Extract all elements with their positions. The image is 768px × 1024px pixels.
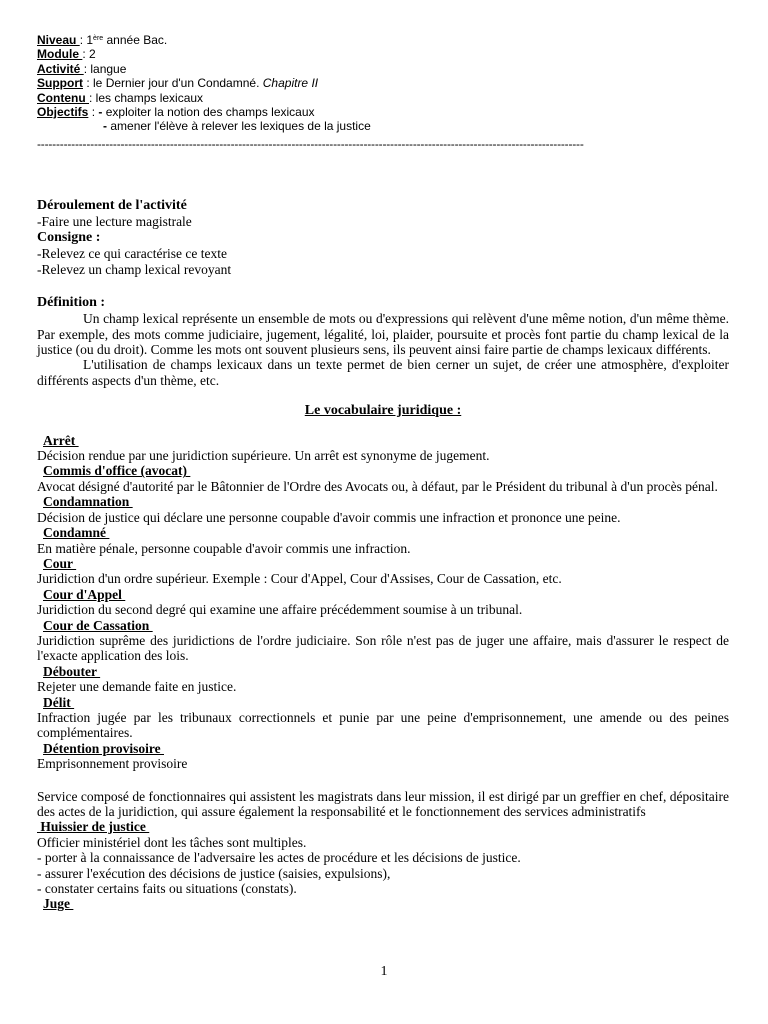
niveau-label: Niveau — [37, 33, 80, 47]
separator-line: ------------------------------------------------------------------------------------------------------------------------------------------------ — [37, 137, 584, 151]
page-number: 1 — [380, 964, 388, 979]
definition-title: Définition : — [37, 295, 106, 311]
lesson-body — [37, 197, 729, 912]
niveau-sup: ère — [93, 35, 104, 42]
glossary-definition: Juridiction du second degré qui examine une affaire précédemment soumise à un tribunal. — [37, 602, 523, 618]
support-chapter: Chapitre II — [262, 76, 319, 91]
glossary-term: Commis d'office (avocat) — [43, 463, 191, 479]
huissier-item: - porter à la connaissance de l'adversaire les actes de procédure et les décisions de justice. — [37, 850, 521, 866]
support-label: Support — [37, 76, 83, 91]
consigne-item-2: -Relevez un champ lexical revoyant — [37, 261, 232, 277]
glossary-term: Cour d'Appel — [43, 586, 126, 602]
glossary-list — [37, 433, 729, 772]
niveau-num: 1 — [86, 33, 94, 47]
definition-paragraph-1: Un champ lexical représente un ensemble de mots ou d'expressions qui relèvent d'une même notion, d'un même thème. Par exemple, des mots comme judiciaire, jugement, légalité, loi, plaider, poursuite et procès font partie du champ lexical de la justice (ou du droit). Comme les mots ont souvent plusieurs sens, ils peuvent ainsi faire partie de champs lexicaux différents. — [37, 311, 729, 358]
glossary-term: Arrêt — [43, 432, 79, 448]
huissier-item: - assurer l'exécution des décisions de justice (saisies, expulsions), — [37, 865, 391, 881]
glossary-definition: Juridiction suprême des juridictions de l'ordre judiciaire. Son rôle n'est pas de juger une affaire, mais d'assurer le respect de l'exacte application des lois. — [37, 632, 729, 664]
glossary-definition: Rejeter une demande faite en justice. — [37, 679, 237, 695]
glossary-definition: Emprisonnement provisoire — [37, 756, 188, 772]
consigne-title: Consigne : — [37, 230, 101, 246]
glossary-term: Cour — [43, 555, 77, 571]
glossary-term: Délit — [43, 694, 75, 710]
vocabulary-title: Le vocabulaire juridique : — [304, 403, 462, 419]
activite-value: langue — [90, 61, 127, 76]
glossary-term: Condamné — [43, 525, 110, 541]
consigne-item-1: -Relevez ce qui caractérise ce texte — [37, 246, 227, 262]
spacer — [37, 772, 729, 789]
glossary-definition: Décision de justice qui déclare une personne coupable d'avoir commis une infraction et prononce une peine. — [37, 509, 621, 525]
support-value: le Dernier jour d'un Condamné. — [93, 76, 260, 91]
glossary-definition: Infraction jugée par les tribunaux correctionnels et punie par une peine d'emprisonnement, une amende ou des peines complémentaires. — [37, 709, 729, 741]
glossary-definition: Avocat désigné d'autorité par le Bâtonnier de l'Ordre des Avocats ou, à défaut, par le Président du tribunal à d'un procès pénal. — [37, 478, 718, 494]
lesson-header — [37, 33, 737, 134]
objectif-2-row: - amener l'élève à relever les lexiques de la justice — [103, 119, 371, 134]
spacer — [37, 277, 729, 294]
glossary-term: Condamnation — [43, 494, 133, 510]
contenu-label: Contenu — [37, 90, 89, 105]
objectifs-row: Objectifs : - exploiter la notion des champs lexicaux — [37, 105, 315, 120]
objectif-2: amener l'élève à relever les lexiques de la justice — [110, 119, 371, 134]
module-label: Module — [37, 47, 83, 62]
support-row: Support : le Dernier jour d'un Condamné. Chapitre II — [37, 76, 319, 91]
glossary-term: Détention provisoire — [43, 740, 164, 756]
glossary-term: Huissier de justice — [37, 819, 150, 835]
contenu-row: Contenu : les champs lexicaux — [37, 90, 204, 105]
deroulement-title: Déroulement de l'activité — [37, 198, 187, 213]
glossary-definition: En matière pénale, personne coupable d'avoir commis une infraction. — [37, 540, 411, 556]
module-row: Module : 2 — [37, 47, 96, 62]
activite-row: Activité : langue — [37, 61, 127, 76]
niveau-value: année Bac. — [103, 33, 168, 47]
module-value: 2 — [89, 47, 96, 62]
glossary-definition: Juridiction d'un ordre supérieur. Exemple : Cour d'Appel, Cour d'Assises, Cour de Cassation, etc. — [37, 571, 562, 587]
deroulement-step: -Faire une lecture magistrale — [37, 214, 192, 229]
greffe-definition: Service composé de fonctionnaires qui assistent les magistrats dans leur mission, il est dirigé par un greffier en chef, dépositaire des actes de la juridiction, qui assure également la responsabilité et le fonctionnement des services administratifs — [37, 788, 729, 819]
activite-label: Activité — [37, 61, 84, 76]
niveau-row: Niveau : 1ère année Bac. — [37, 33, 168, 47]
glossary-term: Cour de Cassation — [43, 617, 153, 633]
glossary-term: Juge — [43, 896, 74, 912]
glossary-definition: Officier ministériel dont les tâches sont multiples. — [37, 834, 307, 850]
definition-paragraph-2: L'utilisation de champs lexicaux dans un texte permet de bien cerner un sujet, de créer une atmosphère, d'exploiter différents aspects d'un thème, etc. — [37, 357, 729, 388]
glossary-definition: Décision rendue par une juridiction supérieure. Un arrêt est synonyme de jugement. — [37, 448, 490, 464]
objectifs-label: Objectifs — [37, 105, 89, 120]
contenu-value: les champs lexicaux — [95, 90, 204, 105]
glossary-term: Débouter — [43, 663, 101, 679]
objectif-1: exploiter la notion des champs lexicaux — [105, 105, 315, 120]
huissier-item: - constater certains faits ou situations (constats). — [37, 881, 297, 897]
